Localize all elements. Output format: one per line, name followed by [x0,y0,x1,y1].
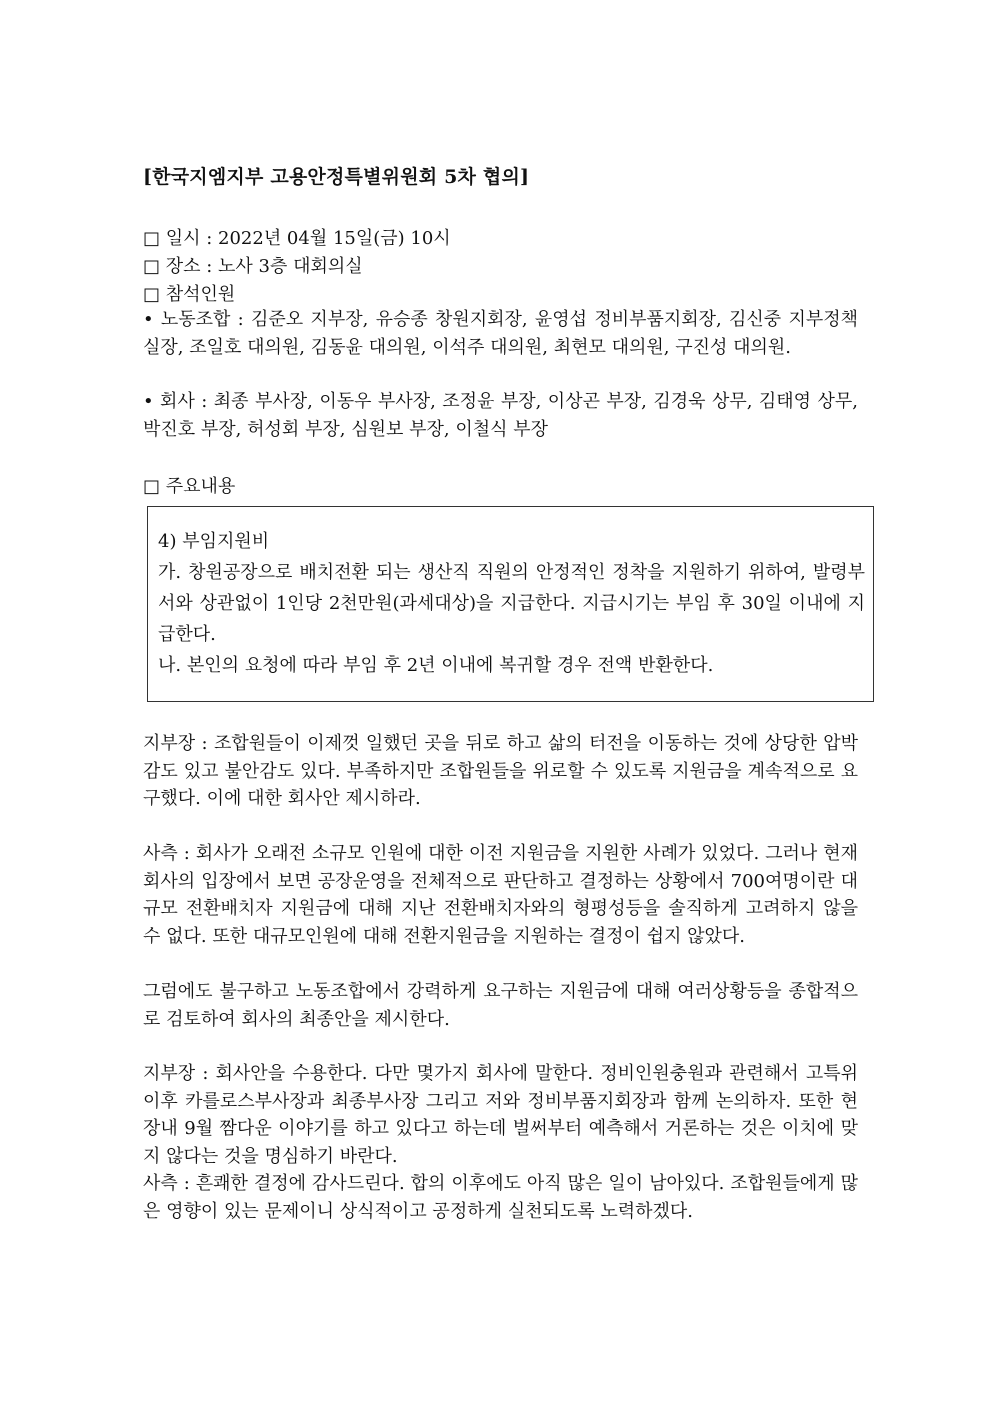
union-attendees: • 노동조합 : 김준오 지부장, 유승종 창원지회장, 윤영섭 정비부품지회장, 김신중 지부정책실장, 조일호 대의원, 김동윤 대의원, 이석주 대의원, 최현모 대의원, 구진성 대의원. [143,309,858,358]
box-item-a: 가. 창원공장으로 배치전환 되는 생산직 직원의 안정적인 정착을 지원하기 위하여, 발령부서와 상관없이 1인당 2천만원(과세대상)을 지급한다. 지급시기는 부임 후 30일 이내에 지급한다. [158,562,865,645]
meeting-place: □ 장소 : 노사 3층 대회의실 [143,256,363,277]
main-content-heading: □ 주요내용 [143,476,236,497]
dialogue-paragraph: 사측 : 흔쾌한 결정에 감사드린다. 합의 이후에도 아직 많은 일이 남아있다. 조합원들에게 많은 영향이 있는 문제이니 상식적이고 공정하게 실천되도록 노력하겠다. [143,1173,858,1222]
attendees-heading: □ 참석인원 [143,284,236,305]
agreement-box [147,506,874,702]
meeting-date: □ 일시 : 2022년 04월 15일(금) 10시 [143,228,451,249]
dialogue-paragraph: 사측 : 회사가 오래전 소규모 인원에 대한 이전 지원금을 지원한 사례가 있었다. 그러나 현재 회사의 입장에서 보면 공장운영을 전체적으로 판단하고 결정하는 상황에서 700여명이란 대규모 전환배치자 지원금에 대해 지난 전환배치자와의 형평성등을 솔직하게 고려하지 않을 수 없다. 또한 대규모인원에 대해 전환지원금을 지원하는 결정이 쉽지 않았다. [143,843,858,947]
box-heading: 4) 부임지원비 [158,531,270,552]
dialogue-paragraph: 지부장 : 회사안을 수용한다. 다만 몇가지 회사에 말한다. 정비인원충원과 관련해서 고특위 이후 카를로스부사장과 최종부사장 그리고 저와 정비부품지회장과 함께 논의하자. 또한 현장내 9월 짬다운 이야기를 하고 있다고 하는데 벌써부터 예측해서 거론하는 것은 이치에 맞지 않다는 것을 명심하기 바란다. [143,1063,858,1167]
document-title: [한국지엠지부 고용안정특별위원회 5차 협의] [143,166,530,188]
company-attendees: • 회사 : 최종 부사장, 이동우 부사장, 조정윤 부장, 이상곤 부장, 김경욱 상무, 김태영 상무, 박진호 부장, 허성회 부장, 심원보 부장, 이철식 부장 [143,391,858,440]
dialogue-paragraph: 그럼에도 불구하고 노동조합에서 강력하게 요구하는 지원금에 대해 여러상황등을 종합적으로 검토하여 회사의 최종안을 제시한다. [143,981,858,1030]
dialogue-paragraph: 지부장 : 조합원들이 이제껏 일했던 곳을 뒤로 하고 삶의 터전을 이동하는 것에 상당한 압박감도 있고 불안감도 있다. 부족하지만 조합원들을 위로할 수 있도록 지원금을 계속적으로 요구했다. 이에 대한 회사안 제시하라. [143,733,858,809]
box-item-b: 나. 본인의 요청에 따라 부임 후 2년 이내에 복귀할 경우 전액 반환한다. [158,655,714,676]
